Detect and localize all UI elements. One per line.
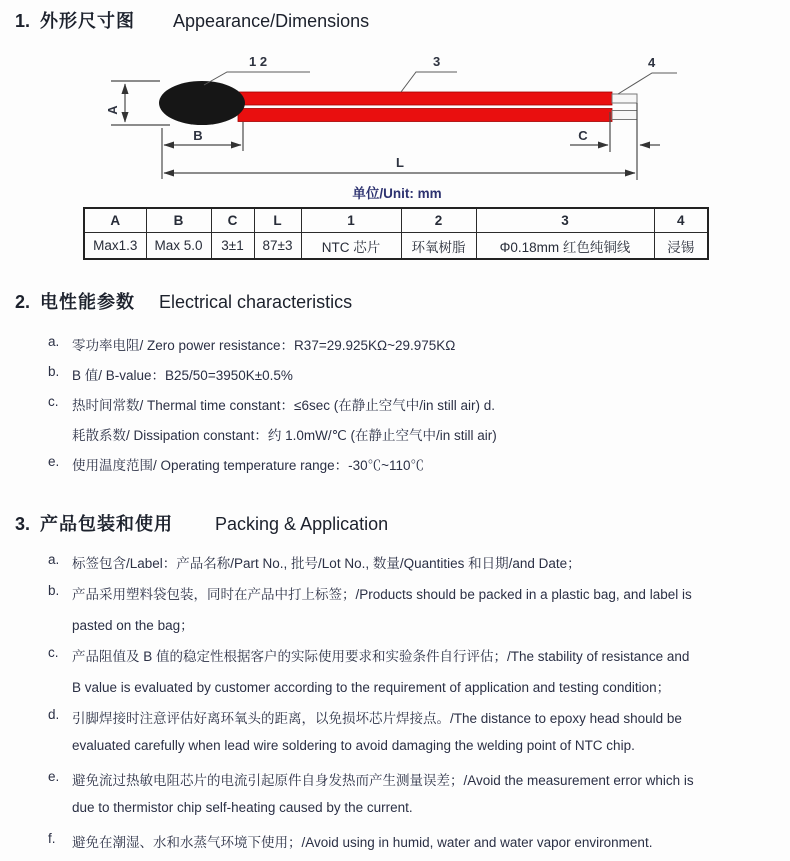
callout-line-4: [618, 73, 677, 94]
item-line: 耗散系数/ Dissipation constant：约 1.0mW/℃ (在静止空气中/in still air): [72, 428, 497, 443]
tinned-end-lower: [612, 111, 637, 120]
packing-item: [48, 583, 694, 614]
dim-label-c: C: [578, 128, 588, 143]
section-2-title: [15, 288, 352, 314]
section-title-zh: 产品包装和使用: [40, 514, 174, 534]
item-line: 热时间常数/ Thermal time constant：≤6sec (在静止空气中/in still air) d.: [72, 398, 495, 413]
callout-line-3: [401, 72, 457, 92]
packing-item: [48, 552, 694, 583]
table-value-cell: 3±1: [211, 233, 254, 260]
section-title-zh: 电性能参数: [40, 292, 136, 312]
packing-item: [48, 769, 694, 800]
packing-item-continuation: [48, 738, 694, 769]
item-line: B value is evaluated by customer according to the requirement of application and testing condition；: [72, 680, 671, 695]
callout-label-4: 4: [648, 55, 656, 70]
section-number: 3.: [15, 514, 31, 534]
table-header-cell: 1: [301, 208, 401, 233]
electrical-items-list: [48, 334, 497, 484]
table-header-cell: B: [146, 208, 211, 233]
electrical-item: [48, 394, 497, 424]
table-value-cell: 环氧树脂: [401, 233, 476, 260]
packing-item: [48, 707, 694, 738]
section-title-zh: 外形尺寸图: [40, 11, 136, 31]
table-value-cell: Max1.3: [84, 233, 146, 260]
item-label: b.: [48, 583, 60, 598]
callout-label-12: 1 2: [249, 54, 268, 69]
thermistor-bead: [159, 81, 245, 125]
dimensions-table: [83, 207, 709, 260]
item-line: 避免流过热敏电阻芯片的电流引起原件自身发热而产生测量误差；/Avoid the measurement error which is: [72, 773, 694, 788]
unit-label: 单位/Unit: mm: [352, 186, 442, 201]
table-value-cell: 浸锡: [654, 233, 708, 260]
table-header-row: [84, 208, 708, 233]
lead-wire-upper: [238, 92, 612, 105]
item-line: 引脚焊接时注意评估好离环氧头的距离，以免损坏芯片焊接点。/The distance to epoxy head should be: [72, 711, 682, 726]
item-label: e.: [48, 454, 60, 469]
item-line: 零功率电阻/ Zero power resistance：R37=29.925KΩ~29.975KΩ: [72, 338, 456, 353]
table-header-cell: C: [211, 208, 254, 233]
dim-label-l: L: [396, 155, 404, 170]
table-value-cell: 87±3: [254, 233, 301, 260]
table-header-cell: 4: [654, 208, 708, 233]
section-1-title: [15, 7, 369, 33]
section-number: 2.: [15, 292, 31, 312]
item-line: due to thermistor chip self-heating caused by the current.: [72, 800, 413, 815]
table-value-cell: NTC 芯片: [301, 233, 401, 260]
item-line: B 值/ B-value：B25/50=3950K±0.5%: [72, 368, 293, 383]
table-header-cell: 3: [476, 208, 654, 233]
item-label: c.: [48, 645, 59, 660]
table-value-cell: Max 5.0: [146, 233, 211, 260]
packing-item-continuation: [48, 614, 694, 645]
section-title-en: Packing & Application: [215, 514, 389, 534]
packing-item: [48, 645, 694, 676]
item-line: pasted on the bag；: [72, 618, 194, 633]
item-label: a.: [48, 334, 60, 349]
item-line: 使用温度范围/ Operating temperature range：-30℃~110℃: [72, 458, 425, 473]
packing-item: [48, 831, 694, 861]
packing-item-continuation: [48, 800, 694, 831]
dim-label-a: A: [105, 105, 120, 115]
item-line: evaluated carefully when lead wire soldering to avoid damaging the welding point of NTC chip.: [72, 738, 635, 753]
table-value-cell: Φ0.18mm 红色纯铜线: [476, 233, 654, 260]
packing-item-continuation: [48, 676, 694, 707]
item-line: 标签包含/Label：产品名称/Part No., 批号/Lot No., 数量/Quantities 和日期/and Date；: [72, 556, 581, 571]
lead-wire-lower: [238, 109, 612, 122]
item-line: 避免在潮湿、水和水蒸气环境下使用；/Avoid using in humid, water and water vapor environment.: [72, 835, 653, 850]
item-label: f.: [48, 831, 56, 846]
electrical-item: [48, 364, 497, 394]
item-label: e.: [48, 769, 60, 784]
electrical-item: [48, 454, 497, 484]
section-3-title: [15, 510, 388, 536]
item-label: d.: [48, 707, 60, 722]
table-value-row: [84, 233, 708, 260]
item-label: b.: [48, 364, 60, 379]
packing-items-list: [48, 552, 694, 861]
section-number: 1.: [15, 11, 31, 31]
dim-label-b: B: [193, 128, 203, 143]
item-line: 产品阻值及 B 值的稳定性根据客户的实际使用要求和实验条件自行评估；/The stability of resistance and: [72, 649, 690, 664]
section-title-en: Appearance/Dimensions: [173, 11, 370, 31]
callout-label-3: 3: [433, 54, 441, 69]
section-title-en: Electrical characteristics: [159, 292, 353, 312]
dimension-diagram: [0, 50, 790, 205]
item-label: a.: [48, 552, 60, 567]
table-header-cell: L: [254, 208, 301, 233]
item-label: c.: [48, 394, 59, 409]
electrical-item: [48, 334, 497, 364]
table-header-cell: 2: [401, 208, 476, 233]
tinned-end-upper: [612, 94, 637, 103]
table-header-cell: A: [84, 208, 146, 233]
electrical-item-continuation: [48, 424, 497, 454]
item-line: 产品采用塑料袋包装，同时在产品中打上标签；/Products should be packed in a plastic bag, and label is: [72, 587, 692, 602]
